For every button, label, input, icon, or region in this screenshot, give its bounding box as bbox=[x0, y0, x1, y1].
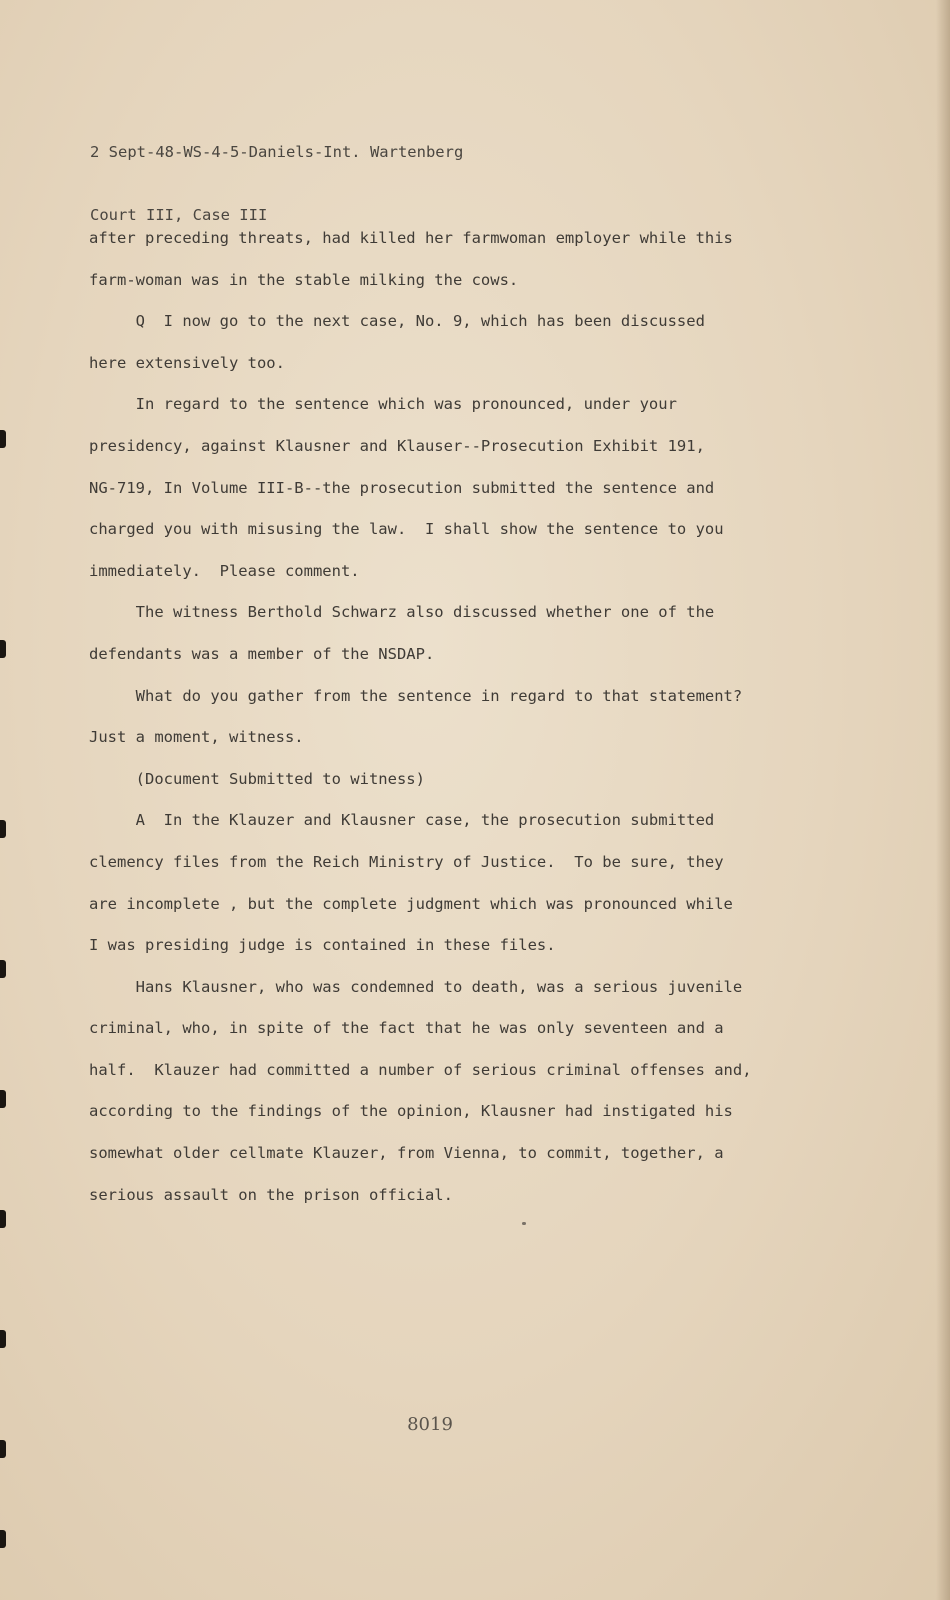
transcript-line: serious assault on the prison official. bbox=[89, 1185, 453, 1204]
binding-punch-strip bbox=[0, 0, 8, 1600]
punch-hole bbox=[0, 1090, 6, 1108]
transcript-line: Hans Klausner, who was condemned to death, was a serious juvenile bbox=[89, 977, 743, 996]
transcript-line: The witness Berthold Schwarz also discussed whether one of the bbox=[89, 603, 715, 622]
transcript-line: presidency, against Klausner and Klauser--Prosecution Exhibit 191, bbox=[89, 436, 705, 455]
transcript-line: A In the Klauzer and Klausner case, the prosecution submitted bbox=[89, 811, 715, 830]
page-edge-shadow bbox=[936, 0, 950, 1600]
transcript-line: clemency files from the Reich Ministry of Justice. To be sure, they bbox=[89, 852, 724, 871]
transcript-line: NG-719, In Volume III-B--the prosecution submitted the sentence and bbox=[89, 478, 715, 497]
header-reference-line: 2 Sept-48-WS-4-5-Daniels-Int. Wartenberg bbox=[90, 143, 464, 161]
transcript-line: In regard to the sentence which was pronounced, under your bbox=[89, 395, 677, 414]
transcript-line: (Document Submitted to witness) bbox=[89, 769, 425, 788]
transcript-line: are incomplete , but the complete judgment which was pronounced while bbox=[89, 894, 733, 913]
transcript-line: after preceding threats, had killed her farmwoman employer while this bbox=[89, 229, 733, 247]
punch-hole bbox=[0, 640, 6, 658]
transcript-line: here extensively too. bbox=[89, 353, 285, 372]
transcript-line: Just a moment, witness. bbox=[89, 728, 304, 747]
transcript-line: defendants was a member of the NSDAP. bbox=[89, 644, 435, 663]
punch-hole bbox=[0, 430, 6, 448]
transcript-line: half. Klauzer had committed a number of serious criminal offenses and, bbox=[89, 1060, 752, 1079]
transcript-line: criminal, who, in spite of the fact that he was only seventeen and a bbox=[89, 1019, 724, 1038]
page-number: 8019 bbox=[407, 1414, 453, 1435]
punch-hole bbox=[0, 820, 6, 838]
transcript-line: farm-woman was in the stable milking the cows. bbox=[89, 270, 519, 289]
transcript-body bbox=[89, 218, 829, 1216]
header-court-line: Court III, Case III bbox=[90, 206, 268, 224]
punch-hole bbox=[0, 1440, 6, 1458]
transcript-line: immediately. Please comment. bbox=[89, 561, 360, 580]
transcript-line: charged you with misusing the law. I shall show the sentence to you bbox=[89, 520, 724, 539]
paper-speck bbox=[522, 1222, 526, 1225]
punch-hole bbox=[0, 1210, 6, 1228]
punch-hole bbox=[0, 1530, 6, 1548]
transcript-line: What do you gather from the sentence in regard to that statement? bbox=[89, 686, 743, 705]
transcript-line: according to the findings of the opinion, Klausner had instigated his bbox=[89, 1102, 733, 1121]
punch-hole bbox=[0, 1330, 6, 1348]
transcript-line: somewhat older cellmate Klauzer, from Vienna, to commit, together, a bbox=[89, 1144, 724, 1163]
transcript-line: I was presiding judge is contained in these files. bbox=[89, 936, 556, 955]
punch-hole bbox=[0, 960, 6, 978]
transcript-line: Q I now go to the next case, No. 9, which has been discussed bbox=[89, 312, 705, 331]
